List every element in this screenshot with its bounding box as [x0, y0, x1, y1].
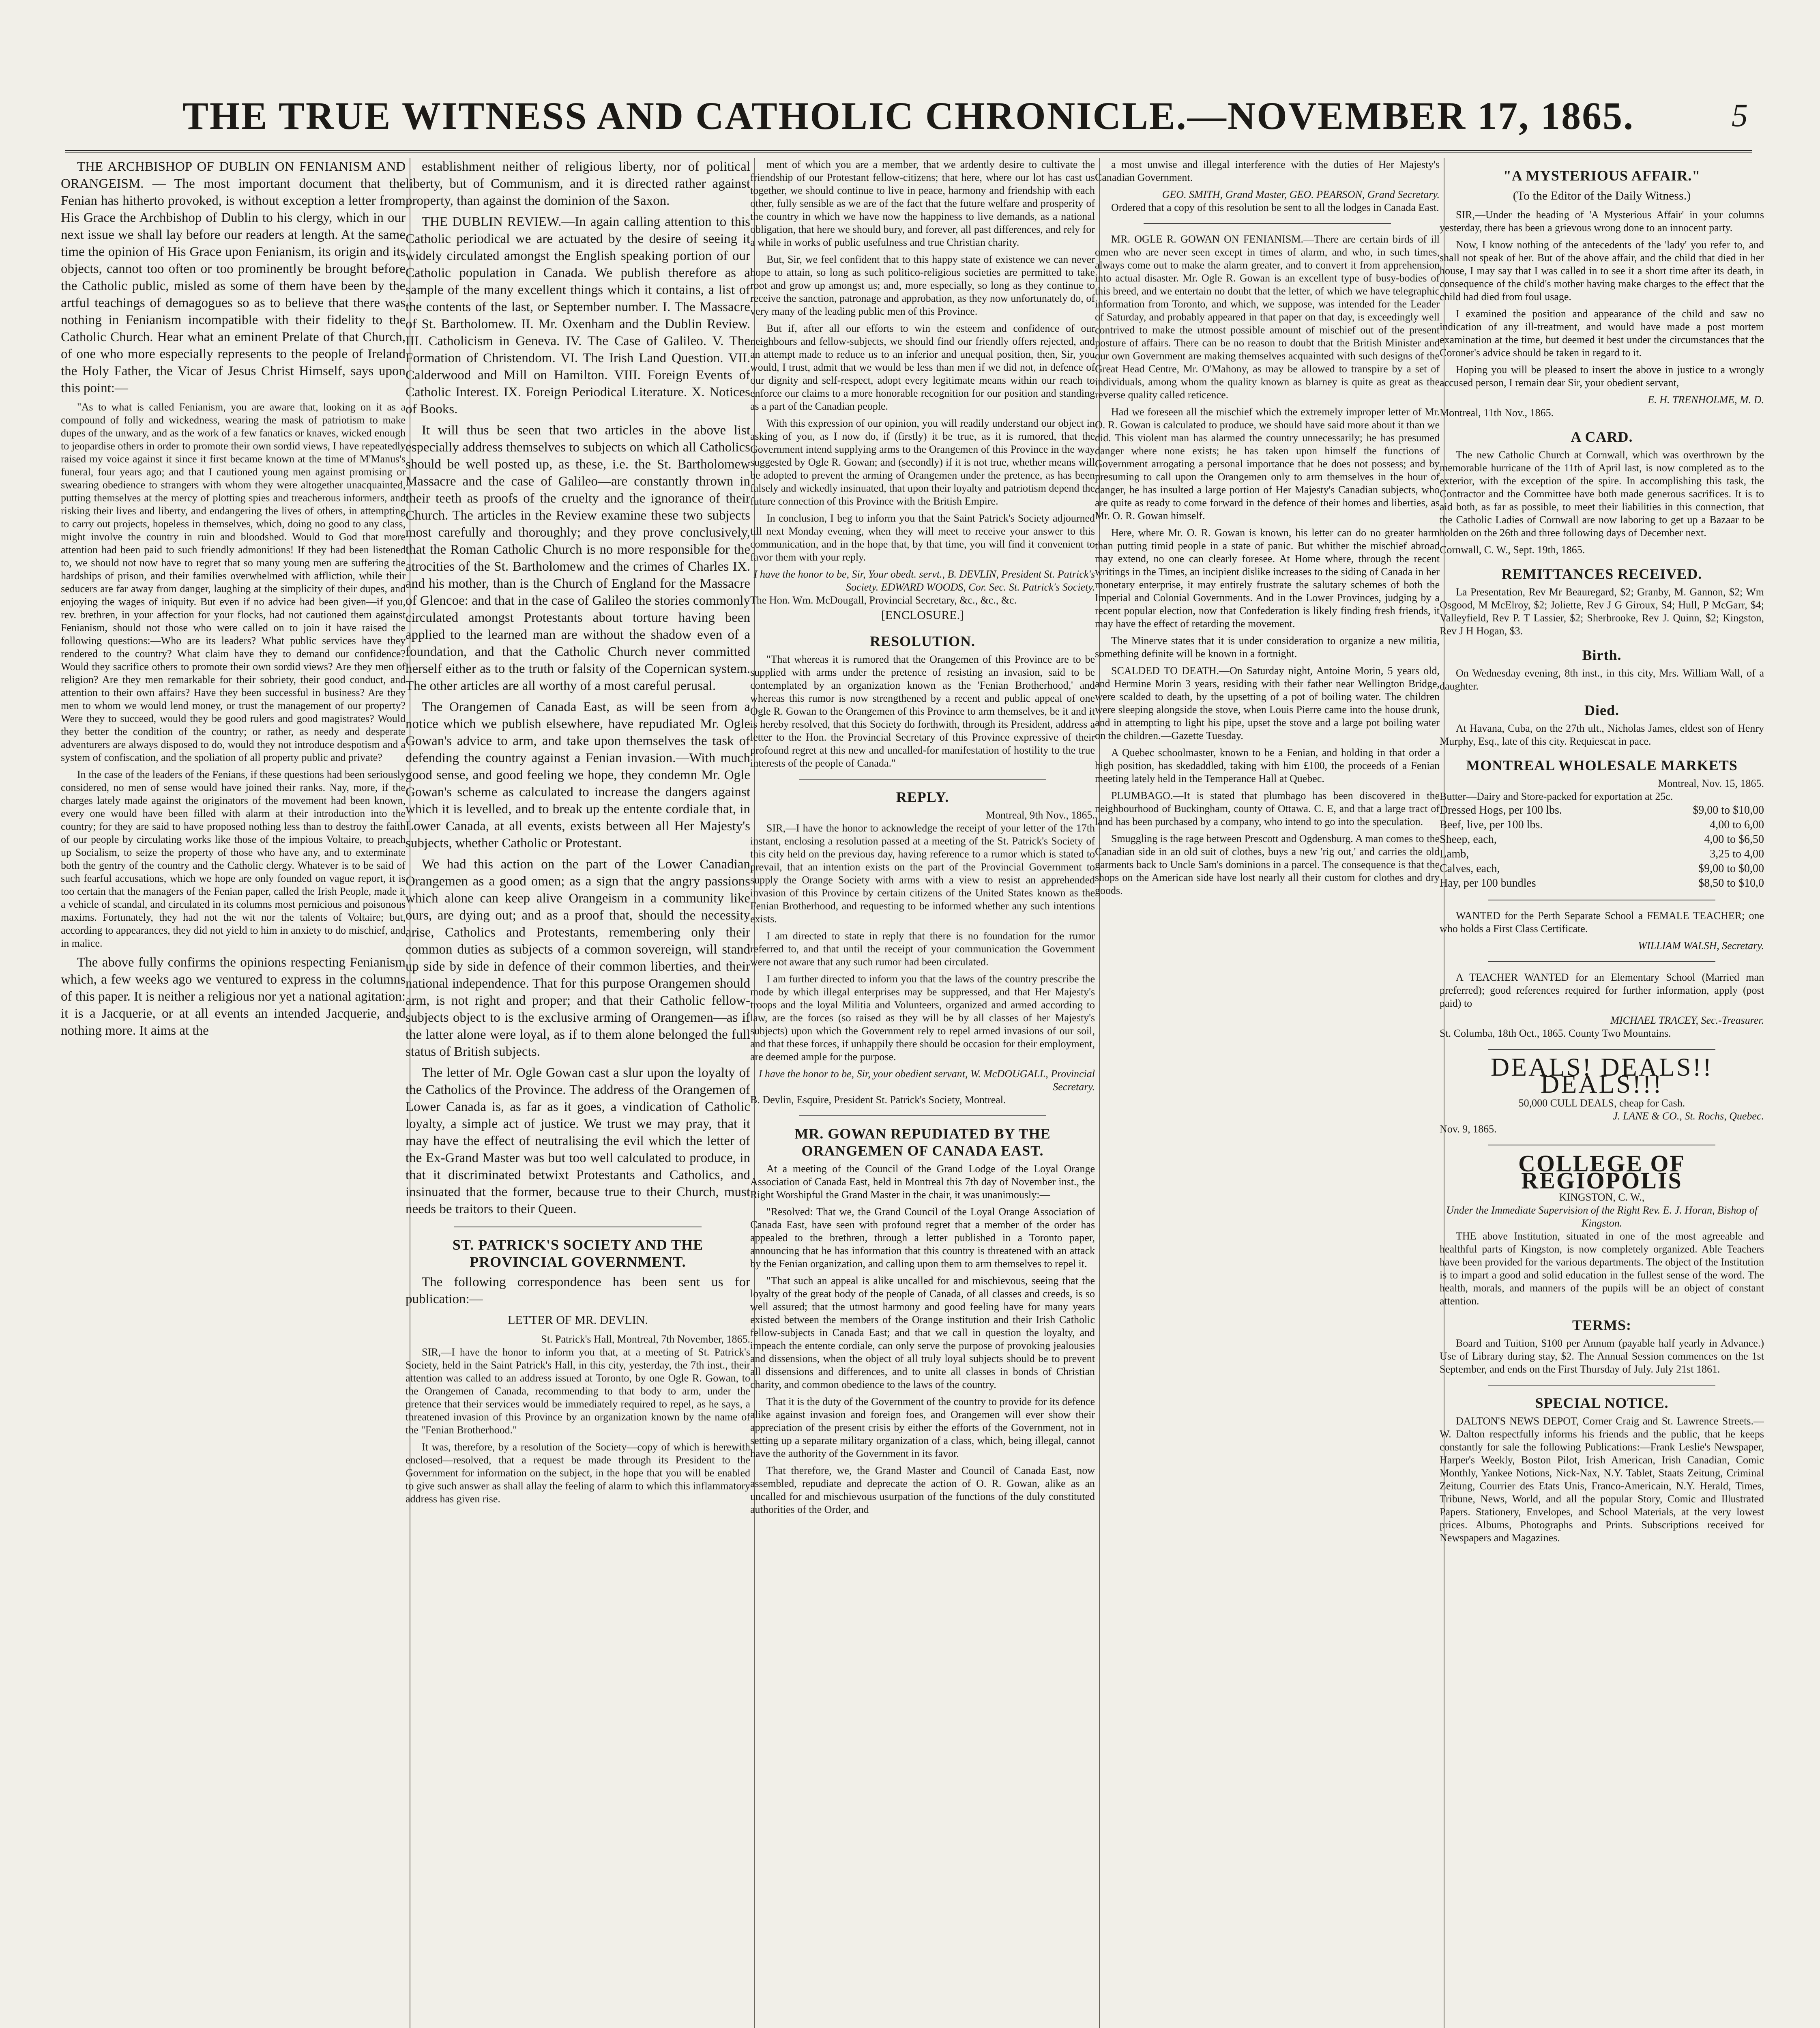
- deals-text: 50,000 CULL DEALS, cheap for Cash.: [1518, 1097, 1685, 1109]
- college-subtitle: Under the Immediate Supervision of the Right Rev. E. J. Horan, Bishop of Kingston.: [1446, 1204, 1758, 1229]
- market-date: Montreal, Nov. 15, 1865.: [1658, 778, 1764, 789]
- heading-remittances: REMITTANCES RECEIVED.: [1501, 566, 1702, 582]
- terms-heading: TERMS:: [1572, 1317, 1631, 1333]
- resolution-label: RESOLUTION.: [869, 633, 976, 649]
- reply-label: REPLY.: [896, 789, 949, 805]
- news-plumbago: PLUMBAGO.—It is stated that plumbago has been discovered in the neighbourhood of Buckingham, county of Ottawa. C. E, and that a large tract of land has been purchased by a company, who intend to go into the speculation.: [1095, 790, 1440, 827]
- letter-label: LETTER OF MR. DEVLIN.: [508, 1313, 648, 1327]
- signature-smith: GEO. SMITH, Grand Master, GEO. PEARSON, Grand Secretary.: [1162, 189, 1440, 200]
- market-intro: Butter—Dairy and Store-packed for exportation at 25c.: [1440, 791, 1673, 802]
- mysterious-affair-1: SIR,—Under the heading of 'A Mysterious Affair' in your columns yesterday, there has been a grievous wrong done to an innocent party.: [1440, 209, 1764, 234]
- market-item: Calves, each,: [1440, 862, 1500, 875]
- deals-title: DEALS! DEALS!! DEALS!!!: [1490, 1053, 1713, 1098]
- heading-card: A CARD.: [1571, 429, 1633, 445]
- market-table: [1440, 803, 1764, 891]
- letter-devlin: SIR,—I have the honor to inform you that, at a meeting of St. Patrick's Society, held in the Saint Patrick's Hall, in this city, yesterday, the 7th inst., their attention was called to an address issued at Toronto, by one Ogle R. Gowan, to the Orangemen of Canada, recommending to that body to arm, under the pretence that their services would be immediately required to repel, as he says, a threatened invasion of this Province by an organization known by the name of the "Fenian Brotherhood.": [406, 1346, 750, 1436]
- archbishop-quote-cont: In the case of the leaders of the Fenians, if these questions had been seriously considered, no men of sense would have joined their ranks. Nay, more, if the charges lately made against the originators of the movement had been known, every one would have been filled with alarm at their introduction into the country; for they are said to have proposed nothing less than to destroy the faith of our people by circulating works like those of the impious Voltaire, to preach up Socialism, to seize the property of those who have any, and to exterminate both the gentry of the country and the Catholic clergy. Whatever is to be said of such fearful accusations, which we hope are only founded on vague report, it is too certain that the managers of the Fenian paper, called the Irish People, made it a vehicle of scandal, and circulated in its columns most pernicious and poisonous maxims. Fortunately, they had not the wit nor the talents of Voltaire; but, according to appearances, they did not yield to him in anxiety to do mischief, and in malice.: [61, 769, 406, 949]
- letter-devlin-4: But, Sir, we feel confident that to this happy state of existence we can never hope to attain, so long as such politico-religious societies are permitted to take root and grow up amongst us; and, more especially, so long as they continue to receive the sanction, patronage and approbation, as they now unfortunately do, of very many of the leading public men of this Province.: [750, 254, 1095, 317]
- resolution-text: "That whereas it is rumored that the Orangemen of this Province are to be supplied with arms under the pretence of resisting an invasion, said to be contemplated by an organization known as the 'Fenian Brotherhood,' and whereas this rumor is now strengthened by a recent and public appeal of one Ogle R. Gowan to the Orangemen of this Province to arm themselves, be it and it is hereby resolved, that this Society do forthwith, through its President, address a letter to the Hon. the Provincial Secretary of this Province expressive of their profound regret at this new and uncalled-for manifestation of hostility to the true interests of the people of Canada.": [750, 653, 1095, 769]
- divider: [1488, 1385, 1715, 1386]
- article-archbishop-intro: THE ARCHBISHOP OF DUBLIN ON FENIANISM AND ORANGEISM. — The most important document that the Fenian has hitherto provoked, is without exception a letter from His Grace the Archbishop of Dublin to his clergy, which in our next issue we shall lay before our readers at length. At the same time the opinion of His Grace upon Fenianism, its origin and its objects, cannot too often or too prominently be brought before the Catholic public, misled as some of them have been by the artful teachings of demagogues so as to believe that there was nothing in Fenianism incompatible with their fidelity to the Catholic Church. Hear what an eminent Prelate of that Church, of one who more especially represents to the people of Ireland the Holy Father, the Vicar of Jesus Christ Himself, says upon this point:—: [61, 159, 406, 395]
- market-row: [1440, 861, 1764, 876]
- divider: [1488, 961, 1715, 962]
- market-item: Dressed Hogs, per 100 lbs.: [1440, 804, 1562, 816]
- masthead: [65, 93, 1752, 153]
- market-price: $9,00 to $10,00: [1693, 804, 1764, 816]
- card-place: Cornwall, C. W., Sept. 19th, 1865.: [1440, 544, 1585, 556]
- reply-text-3: I am further directed to inform you that the laws of the country prescribe the mode by which illegal enterprises may be suppressed, and that Her Majesty's troops and the loyal Militia and Volunteers, organized and armed according to law, are the forces (so raised as they will be by all classes of her Majesty's subjects) upon which the Government rely to repel armed invasions of our soil, and that these forces, if unhappily there should be occasion for their employment, are deemed ample for the purpose.: [750, 973, 1095, 1063]
- place-tracey: St. Columba, 18th Oct., 1865. County Two Mountains.: [1440, 1027, 1671, 1039]
- college-place: KINGSTON, C. W.,: [1559, 1191, 1645, 1203]
- market-row: [1440, 803, 1764, 818]
- market-item: Beef, live, per 100 lbs.: [1440, 819, 1543, 831]
- heading-st-patricks: ST. PATRICK'S SOCIETY AND THE PROVINCIAL GOVERNMENT.: [452, 1237, 704, 1270]
- reply-text: SIR,—I have the honor to acknowledge the receipt of your letter of the 17th instant, enclosing a resolution passed at a meeting of the St. Patrick's Society of this city held on the previous day, having reference to a rumor which is stated to prevail, that an intention exists on the part of the Provincial Government to supply the Orange Society with arms with a view to resist an apprehended invasion of this Province by certain citizens of the United States known as the Fenian Brotherhood, and requesting to be informed whether any such intentions exists.: [750, 822, 1095, 925]
- signature-walsh: WILLIAM WALSH, Secretary.: [1638, 940, 1764, 952]
- market-row: [1440, 876, 1764, 891]
- addressee-devlin: B. Devlin, Esquire, President St. Patrick's Society, Montreal.: [750, 1094, 1006, 1106]
- gowan-article-3: "That such an appeal is alike uncalled for and mischievous, seeing that the loyalty of the great body of the people of Canada, of all classes and creeds, is so well assured; that the utmost harmony and good feeling have for many years existed between the members of the Orange institution and their Irish Catholic fellow-subjects in Canada East; and that we call in question the loyalty, and impeach the entente cordiale, can only serve the purpose of provoking jealousies and dissensions, when the object of all truly loyal subjects should be to prevent all dissensions and differences, and to unite all classes in bonds of Christian charity, and common obedience to the laws of the country.: [750, 1275, 1095, 1390]
- heading-markets: MONTREAL WHOLESALE MARKETS: [1466, 757, 1738, 773]
- news-scalded: SCALDED TO DEATH.—On Saturday night, Antoine Morin, 5 years old, and Hermine Morin 3 years, residing with their father near Wellington Bridge, were scalded to death, by the upsetting of a pot of boiling water. The children were sleeping alongside the stove, when Louis Pierre came into the house drunk, and in attempting to light his pipe, upset the stove and a large pot boiling water on the children.—Gazette Tuesday.: [1095, 665, 1440, 741]
- letter-devlin-2: It was, therefore, by a resolution of the Society—copy of which is herewith enclosed—resolved, that a request be made through its President to the Government for information on the subject, in the hope that you will be enabled to give such answer as shall allay the feeling of alarm to which this inflammatory address has given rise.: [406, 1441, 750, 1505]
- news-schoolmaster: A Quebec schoolmaster, known to be a Fenian, and holding in that order a high position, has skedaddled, taking with him £100, the proceeds of a Fenian meeting lately held in the Temperance Hall at Quebec.: [1095, 747, 1440, 784]
- letter-devlin-6: With this expression of our opinion, you will readily understand our object in asking of you, as I now do, if (firstly) it be true, as it is rumored, that the Government intend supplying arms to the Orangemen of this Province in the way suggested by Ogle R. Gowan; and (secondly) if it is not true, whether means will be adopted to prevent the arming of Orangemen under the pretence, as has been falsely and wickedly insinuated, that upon their loyalty and patriotism depend the future connection of this Province with the British Empire.: [750, 417, 1095, 507]
- remittances-text: La Presentation, Rev Mr Beauregard, $2; Granby, M. Gannon, $2; Wm Osgood, M McElroy, $2; Joliette, Rev J G Giroux, $4; Hull, P McGarr, $4; Valleyfield, Rev P. T Lassier, $2; Sherbrooke, Rev J. Quinn, $2; Kingston, Rev J H Hogan, $3.: [1440, 586, 1764, 637]
- addressee-mcdougall: The Hon. Wm. McDougall, Provincial Secretary, &c., &c., &c.: [750, 594, 1017, 606]
- market-item: Sheep, each,: [1440, 833, 1497, 846]
- subheading-editor: (To the Editor of the Daily Witness.): [1513, 189, 1691, 202]
- special-notice-heading: SPECIAL NOTICE.: [1535, 1395, 1669, 1411]
- divider: [1144, 223, 1391, 224]
- gowan-article-5: That therefore, we, the Grand Master and Council of Canada East, now assembled, repudiate and deprecate the action of O. R. Gowan, alike as an uncalled for and mischievous usurpation of the functions of the duly constituted authorities of the Order, and: [750, 1465, 1095, 1515]
- archbishop-quote: "As to what is called Fenianism, you are aware that, looking on it as a compound of folly and wickedness, wearing the mask of patriotism to make dupes of the unwary, and as the work of a few fanatics or knaves, wicked enough to jeopardise others in order to promote their own sordid views, I have repeatedly raised my voice against it since it first became known at the time of M'Manus's funeral, four years ago; and that I cautioned young men against promising or swearing obedience to strangers with whom they were altogether unacquainted, putting themselves at the mercy of plotting spies and treacherous informers, and risking their lives and liberty, and endangering the lives of others, in attempting to carry out projects, hopeless in themselves, which, doing no good to any class, might involve the country in ruin and bloodshed. Would to God that more attention had been paid to such friendly admonitions! If they had been listened to, we should not now have to regret that so many young men are suffering the hardships of prison, and their families overwhelmed with affliction, while their seducers are far away from danger, laughing at the simplicity of their dupes, and enjoying the wages of iniquity. But even if no advice had been given—if you, rev. brethren, in your affection for your flocks, had not cautioned them against Fenianism, should not those who were called on to join it have raised the following questions:—Who are its leaders? What public services have they rendered to the country? What claim have they to demand our confidence? Would they sacrifice others to promote their own sordid views? Are they men of religion? Are they men remarkable for their sobriety, their good conduct, and attention to their own affairs? Have they been successful in business? Are they men to whom we would lend money, or trust the management of our property? Were they to succeed, would they be good rulers and good magistrates? Would they better the condition of the country; or rather, as needy and desperate adventurers are always disposed to do, would they not introduce despotism and a system of confiscation, and the spoliation of all property public and private?: [61, 401, 406, 763]
- article-archbishop-comment: The above fully confirms the opinions respecting Fenianism which, a few weeks ago we ventured to express in the columns of this paper. It is neither a religious nor yet a national agitation: it is a Jacquerie, or at all events an intended Jacquerie, and nothing more. It aims at the: [61, 955, 406, 1038]
- signature-mcdougall: I have the honor to be, Sir, your obedient servant, W. McDOUGALL, Provincial Secretary.: [758, 1068, 1095, 1093]
- article-dublin-review: THE DUBLIN REVIEW.—In again calling attention to this Catholic periodical we are actuated by the desire of seeing it widely circulated amongst the English speaking portion of our Catholic population in Canada. We publish therefore as a sample of the many excellent things which it contains, a list of the contents of the last, or September number. I. The Massacre of St. Bartholomew. II. Mr. Oxenham and the Dublin Review. III. Catholicism in Geneva. IV. The Case of Galileo. V. The Formation of Christendom. VI. The Irish Land Question. VII. Calderwood and Mill on Hamilton. VIII. Foreign Events of Catholic Interest. IX. Foreign Periodical Literature. X. Notices of Books.: [406, 215, 750, 417]
- letter-devlin-3: ment of which you are a member, that we ardently desire to cultivate the friendship of our Protestant fellow-citizens; that here, where our lot has cast us together, we should continue to live in peace, harmony and friendship with each other, fully sensible as we are of the fact that the future welfare and prosperity of the country in which we have now the happiness to live demands, as a national obligation, that here we should bury, and forever, all past differences, and rely for a while in works of public usefulness and true Christian charity.: [750, 159, 1095, 248]
- heading-mysterious-affair: "A MYSTERIOUS AFFAIR.": [1503, 168, 1701, 184]
- column-2: [406, 158, 750, 2028]
- market-price: $8,50 to $10,0: [1698, 877, 1764, 889]
- article-orangemen: The Orangemen of Canada East, as will be seen from a notice which we publish elsewhere, have repudiated Mr. Ogle Gowan's advice to arm, and take upon themselves the task of defending the country against a Fenian invasion.—With much good sense, and good feeling we hope, they condemn Mr. Ogle Gowan's scheme as calculated to increase the dangers against which it is levelled, and to break up the entente cordiale that, in Lower Canada, at all events, exists between all Her Majesty's subjects, whether Catholic or Protestant.: [406, 700, 750, 851]
- heading-birth: Birth.: [1582, 647, 1622, 663]
- article-jacquerie-cont: establishment neither of religious liberty, nor of political liberty, but of Communism, and it is directed rather against property, than against the dominion of the Saxon.: [406, 159, 750, 208]
- letter-devlin-5: But if, after all our efforts to win the esteem and confidence of our neighbours and fellow-subjects, we should find our friendly offers rejected, and an attempt made to reduce us to an inferior and unequal position, then, Sir, you would, I trust, admit that we would be less than men if we did not, in defence of our dignity and self-respect, adopt every legitimate means within our reach to enforce our claims to a more honorable recognition for our position and standing as a part of the Canadian people.: [750, 322, 1095, 412]
- college-title: COLLEGE OF REGIOPOLIS: [1518, 1150, 1685, 1194]
- heading-died: Died.: [1584, 702, 1619, 718]
- article-gowan-fenianism-2: Had we foreseen all the mischief which the extremely improper letter of Mr. O. R. Gowan is calculated to produce, we should have said more about it than we did. This violent man has alarmed the country unnecessarily; he has presumed danger where none exists; he has taken upon himself the functions of Government arrogating a personal importance that he does not possess; and by presuming to call upon the Orangemen only to arm themselves in the hour of danger, he has insulted a large portion of Her Majesty's Canadian subjects, who are quite as ready to come forward in the defence of their homes and liberties, as Mr. O. R. Gowan himself.: [1095, 406, 1440, 522]
- died-text: At Havana, Cuba, on the 27th ult., Nicholas James, eldest son of Henry Murphy, Esq., late of this city. Requiescat in pace.: [1440, 722, 1764, 747]
- place-trenholme: Montreal, 11th Nov., 1865.: [1440, 407, 1554, 419]
- divider: [1488, 1049, 1715, 1050]
- teacher-wanted: A TEACHER WANTED for an Elementary School (Married man preferred); good references required for further information, apply (post paid) to: [1440, 971, 1764, 1009]
- reply-place: Montreal, 9th Nov., 1865.: [985, 809, 1095, 821]
- market-item: Lamb,: [1440, 848, 1469, 860]
- article-dublin-review-2: It will thus be seen that two articles in the above list especially address themselves to subjects on which all Catholics should be well posted up, as these, i.e. the St. Bartholomew Massacre and the case of Galileo—are constantly thrown in their teeth as proofs of the cruelty and the ignorance of their Church. The articles in the Review examine these two subjects most carefully and thoroughly; and they prove conclusively, that the Roman Catholic Church is no more responsible for the atrocities of the St. Bartholomew and the crimes of Charles IX. and his mother, than is the Church of England for the Massacre of Glencoe: and that in the case of Galileo the stories commonly circulated amongst Protestants about torture having been applied to the learned man are without the shadow even of a foundation, and that the Catholic Church never committed herself either as to the truth or falsity of the Copernican system. The other articles are all worthy of a most careful perusal.: [406, 423, 750, 693]
- wanted-teacher: WANTED for the Perth Separate School a FEMALE TEACHER; one who holds a First Class Certificate.: [1440, 910, 1764, 935]
- gowan-article: At a meeting of the Council of the Grand Lodge of the Loyal Orange Association of Canada East, held in Montreal this 7th day of November inst., the Right Worshipful the Grand Master in the chair, it was unanimously:—: [750, 1163, 1095, 1201]
- birth-text: On Wednesday evening, 8th inst., in this city, Mrs. William Wall, of a daughter.: [1440, 667, 1764, 692]
- signature-trenholme: E. H. TRENHOLME, M. D.: [1648, 394, 1764, 406]
- market-row: [1440, 818, 1764, 832]
- column-4: [1095, 158, 1440, 2028]
- masthead-title: THE TRUE WITNESS AND CATHOLIC CHRONICLE.—NOVEMBER 17, 1865.: [182, 94, 1635, 137]
- article-gowan-fenianism: MR. OGLE R. GOWAN ON FENIANISM.—There are certain birds of ill omen who are never seen except in times of alarm, and who, in such times, always come out to make the alarm greater, and to convert it from apprehension into actual disaster. Mr. Ogle R. Gowan is an excellent type of busy-bodies of this breed, and we entertain no doubt that the letter, of which we have telegraphic information from Toronto, and which, we suppose, was intended for the Leader of Saturday, and probably appeared in that paper on that day, is exceedingly well contrived to make the utmost possible amount of mischief out of the present posture of affairs. There can be no reason to doubt that the British Minister and our own Government are making themselves acquainted with such designs of the Great Head Centre, Mr. O'Mahony, as may be allowed to transpire by a set of individuals, among whom the quality known as blarney is quite as great as the reverse quality called reticence.: [1095, 233, 1440, 401]
- page-number: 5: [1732, 98, 1748, 133]
- article-orangemen-2: We had this action on the part of the Lower Canadian Orangemen as a good omen; as a sign that the angry passions which alone can keep alive Orangeism in a community like ours, are dying out; and as a proof that, should the necessity arise, Catholics and Protestants, remembering only their common duties as subjects of a common sovereign, will stand up side by side in defence of their common liberties, and their national independence. That for this purpose Orangemen should arm, is not right and proper; and that their Catholic fellow-subjects object to is the exclusive arming of Orangemen—as if the latter alone were loyal, as if to them alone belonged the full status of British subjects.: [406, 857, 750, 1059]
- college-text: THE above Institution, situated in one of the most agreeable and healthful parts of Kingston, is now completely organized. Able Teachers have been provided for the various departments. The object of the Institution is to impart a good and solid education in the fullest sense of the word. The health, morals, and manners of the pupils will be an object of constant attention.: [1440, 1230, 1764, 1307]
- market-row: [1440, 847, 1764, 861]
- divider: [799, 1115, 1046, 1116]
- column-5: [1440, 158, 1764, 2028]
- terms-text: Board and Tuition, $100 per Annum (payable half yearly in Advance.) Use of Library during stay, $2. The Annual Session commences on the 1st September, and ends on the First Thursday of July. July 21st 1861.: [1440, 1337, 1764, 1375]
- market-price: 4,00 to $6,50: [1704, 833, 1764, 846]
- signature-tracey: MICHAEL TRACEY, Sec.-Treasurer.: [1610, 1014, 1764, 1026]
- article-gowan-fenianism-3: Here, where Mr. O. R. Gowan is known, his letter can do no greater harm than putting timid people in a state of panic. But whither the mischief abroad may extend, no one can clearly foresee. At Home where, through the recent writings in the Times, an incipient dislike increases to the siding of Canada in her monetary enterprise, it may entirely frustrate the salutary schemes of both the Imperial and Colonial Governments. And in the Lower Provinces, judging by a recent popular election, now that Confederation is likely finding fresh friends, it may have the effect of retarding the movement.: [1095, 527, 1440, 629]
- mysterious-affair-3: I examined the position and appearance of the child and saw no indication of any ill-treatment, and would have made a post mortem examination at the time, but deemed it best under the circumstances that the Coroner's advice should be taken in regard to it.: [1440, 308, 1764, 359]
- gowan-article-cont: a most unwise and illegal interference with the duties of Her Majesty's Canadian Government.: [1095, 159, 1440, 183]
- mysterious-affair-2: Now, I know nothing of the antecedents of the 'lady' you refer to, and shall not speak of her. But of the above affair, and the child that died in her house, I may say that I was called in to see it a short time after its death, in consequence of the child's mother having make charges to the effect that the child had died from foul usage.: [1440, 239, 1764, 303]
- market-row: [1440, 832, 1764, 847]
- column-1: [61, 158, 406, 2028]
- divider: [799, 779, 1046, 780]
- market-item: Hay, per 100 bundles: [1440, 877, 1536, 889]
- mysterious-affair-4: Hoping you will be pleased to insert the above in justice to a wrongly accused person, I remain dear Sir, your obedient servant,: [1440, 364, 1764, 389]
- heading-gowan-repudiated: MR. GOWAN REPUDIATED BY THE ORANGEMEN OF CANADA EAST.: [794, 1126, 1051, 1159]
- card-text: The new Catholic Church at Cornwall, which was overthrown by the memorable hurricane of the 11th of April last, is now completed as to the exterior, with the exception of the spire. In accomplishing this task, the Contractor and the Committee have both made generous sacrifices. It is to aid both, as far as possible, to meet their liabilities in this connection, that the Catholic Ladies of Cornwall are now laboring to get up a Bazaar to be holden on the 26th and three following days of December next.: [1440, 449, 1764, 539]
- reply-text-2: I am directed to state in reply that there is no foundation for the rumor referred to, and that until the receipt of your communication the Government were not aware that any such rumor had been circulated.: [750, 930, 1095, 968]
- news-smuggling: Smuggling is the rage between Prescott and Ogdensburg. A man comes to the Canadian side in an old suit of clothes, buys a new 'rig out,' and carries the old garments back to Uncle Sam's dominions in a parcel. The consequence is that the shops on the American side have lost nearly all their custom for clothes and dry goods.: [1095, 833, 1440, 896]
- enclosure-label: [ENCLOSURE.]: [881, 608, 964, 622]
- column-3: [750, 158, 1095, 2028]
- market-price: 3,25 to 4,00: [1710, 848, 1764, 860]
- special-notice-text: DALTON'S NEWS DEPOT, Corner Craig and St. Lawrence Streets.—W. Dalton respectfully informs his friends and the public, that he keeps constantly for sale the following Publications:—Frank Leslie's Newspaper, Harper's Weekly, Boston Pilot, Irish American, Irish Canadian, Comic Monthly, Yankee Notions, Nick-Nax, N.Y. Tablet, Staats Zeitung, Criminal Zeitung, Courrier des Etats Unis, Franco-Americain, N.Y. Herald, Times, Tribune, News, World, and all the popular Story, Comic and Illustrated Papers. Stationery, Envelopes, and School Materials, at the very lowest prices. Albums, Photographs and Prints. Subscriptions received for Newspapers and Magazines.: [1440, 1415, 1764, 1544]
- deals-signature: J. LANE & CO., St. Rochs, Quebec.: [1613, 1110, 1764, 1122]
- order-note: Ordered that a copy of this resolution be sent to all the lodges in Canada East.: [1111, 202, 1439, 213]
- gowan-article-2: "Resolved: That we, the Grand Council of the Loyal Orange Association of Canada East, have seen with profound regret that a member of the order has appealed to the brethren, through a letter published in a Toronto paper, announcing that he has information that this country is threatened with an attack by the Fenian organization, and calling upon them to arm themselves to repel it.: [750, 1206, 1095, 1270]
- market-price: $9,00 to $0,00: [1698, 862, 1764, 875]
- article-orangemen-3: The letter of Mr. Ogle Gowan cast a slur upon the loyalty of the Catholics of the Province. The address of the Orangemen of Lower Canada is, as far as it goes, a vindication of Catholic loyalty, a simple act of justice. We trust we may pray, that it may have the effect of neutralising the evil which the letter of the Ex-Grand Master was but too well calculated to produce, in that it discriminated betwixt Protestants and Catholics, and insinuated that the former, because true to their Church, must needs be traitors to their Queen.: [406, 1066, 750, 1216]
- signature-devlin: I have the honor to be, Sir, Your obedt. servt., B. DEVLIN, President St. Patrick's Society. EDWARD WOODS, Cor. Sec. St. Patrick's Society.: [753, 568, 1095, 593]
- deals-date: Nov. 9, 1865.: [1440, 1123, 1497, 1135]
- letter-place: St. Patrick's Hall, Montreal, 7th November, 1865.: [541, 1333, 750, 1345]
- correspondence-intro: The following correspondence has been sent us for publication:—: [406, 1275, 750, 1306]
- news-minerve: The Minerve states that it is under consideration to organize a new militia, something definite will be known in a fortnight.: [1095, 635, 1440, 660]
- letter-devlin-7: In conclusion, I beg to inform you that the Saint Patrick's Society adjourned till next Monday evening, when they will meet to receive your answer to this communication, and in the hope that, by that time, you will find it convenient to favor them with your reply.: [750, 512, 1095, 563]
- market-price: 4,00 to 6,00: [1710, 819, 1764, 831]
- gowan-article-4: That it is the duty of the Government of the country to provide for its defence alike against invasion and foreign foes, and Orangemen will ever show their appreciation of the present crisis by either the efforts of the Government, not in setting up a separate military organization of a class, which, being illegal, cannot have the authority of the Government in its favor.: [750, 1396, 1095, 1459]
